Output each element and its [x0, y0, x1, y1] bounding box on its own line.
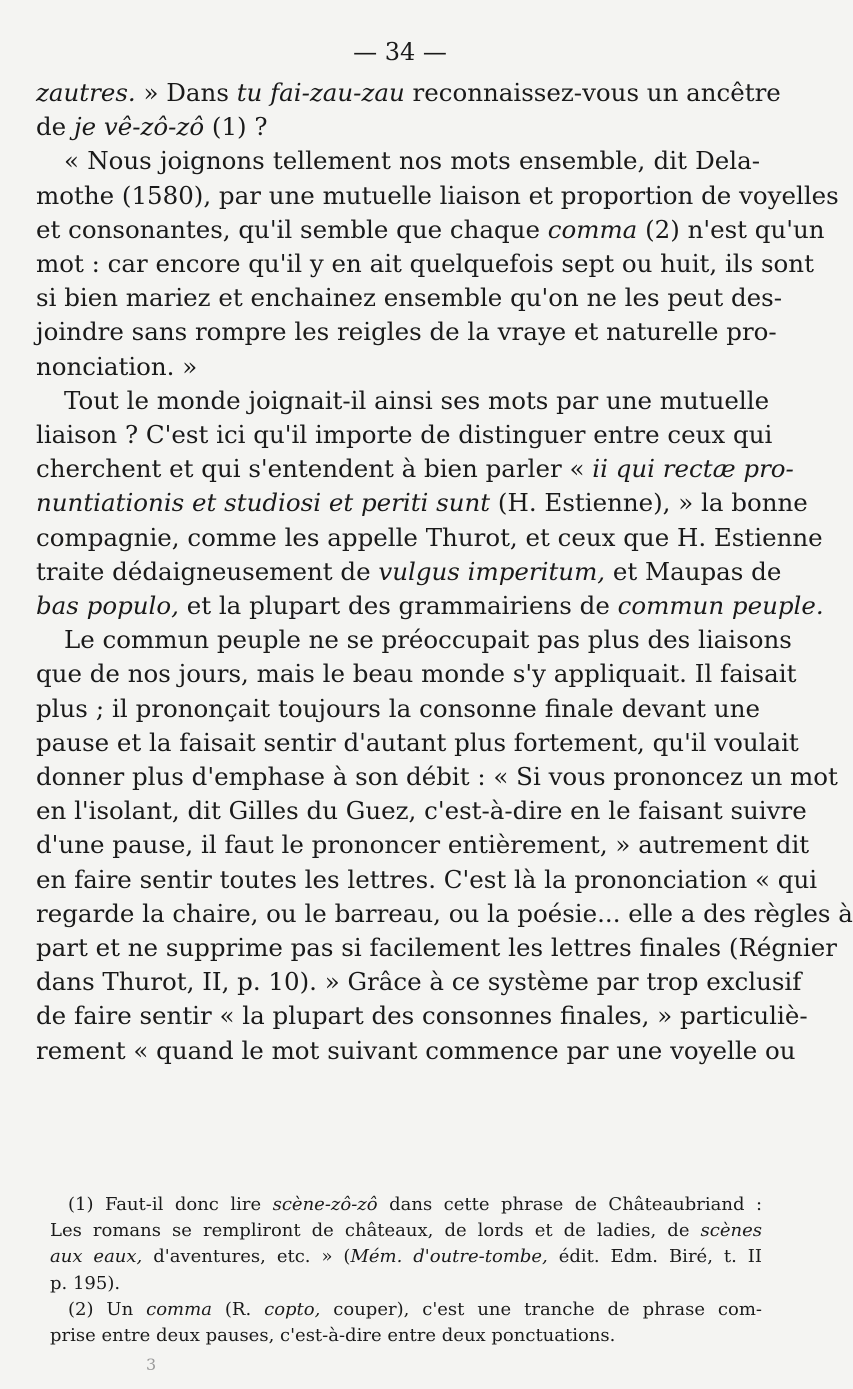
text-run: rement « quand le mot suivant commence par une voyelle ou	[36, 1035, 796, 1065]
text-line	[36, 76, 781, 110]
text-line	[36, 179, 839, 213]
text-run: dans cette phrase de Châteaubriand :	[377, 1194, 763, 1215]
text-run: de faire sentir « la plupart des consonnes finales, » particuliè-	[36, 1001, 808, 1031]
text-run: » Dans	[135, 78, 237, 107]
text-line	[36, 281, 782, 315]
italic-text: bas populo,	[36, 591, 179, 621]
text-run: Les romans se rempliront de châteaux, de lords et de ladies, de	[50, 1220, 701, 1242]
text-run: part et ne supprime pas si facilement les lettres finales (Régnier	[36, 933, 837, 963]
text-line	[36, 863, 818, 897]
text-run: « Nous joignons tellement nos mots ensemble, dit Dela-	[64, 146, 760, 176]
text-run: si bien mariez et enchainez ensemble qu'on ne les peut des-	[36, 283, 782, 313]
text-run: dans Thurot, II, p. 10). » Grâce à ce système par trop exclusif	[36, 967, 802, 997]
text-run: que de nos jours, mais le beau monde s'y appliquait. Il faisait	[36, 659, 797, 689]
text-line	[36, 999, 808, 1033]
italic-text: scène-zô-zô	[272, 1194, 378, 1215]
text-run: Tout le monde joignait-il ainsi ses mots par une mutuelle	[64, 385, 770, 415]
italic-text: Mém. d'outre-tombe,	[350, 1246, 548, 1268]
italic-text: comma	[547, 214, 638, 244]
footnote-line	[50, 1297, 762, 1323]
page-number: — 34 —	[353, 38, 447, 66]
text-line	[36, 589, 824, 623]
text-run: reconnaissez-vous un ancêtre	[404, 78, 781, 107]
text-run: de	[36, 112, 74, 142]
text-run: (H. Estienne), » la bonne	[490, 488, 808, 518]
footnote-line	[50, 1218, 762, 1244]
footnote-line	[50, 1323, 762, 1349]
text-line	[36, 213, 825, 247]
text-run: Le commun peuple ne se préoccupait pas plus des liaisons	[64, 625, 792, 655]
text-run: compagnie, comme les appelle Thurot, et ceux que H. Estienne	[36, 522, 823, 552]
text-run: d'aventures, etc. » (	[142, 1246, 351, 1268]
italic-text: ii qui rectæ pro-	[592, 454, 794, 484]
text-run: (1) Faut-il donc lire	[68, 1194, 273, 1215]
text-run: en l'isolant, dit Gilles du Guez, c'est-à-dire en le faisant suivre	[36, 796, 807, 826]
italic-text: zautres.	[36, 78, 136, 107]
italic-text: tu fai-zau-zau	[236, 78, 405, 107]
italic-text: comma	[146, 1298, 212, 1320]
text-run: (2) n'est qu'un	[637, 214, 825, 244]
italic-text: commun peuple.	[617, 591, 824, 621]
text-run: et la plupart des grammairiens de	[178, 591, 618, 621]
text-line	[36, 384, 770, 418]
text-run: et consonantes, qu'il semble que chaque	[36, 214, 548, 244]
italic-text: copto,	[264, 1298, 321, 1320]
text-run: couper), c'est une tranche de phrase com-	[320, 1298, 762, 1320]
text-line	[36, 521, 823, 555]
text-run: d'une pause, il faut le prononcer entièrement, » autrement dit	[36, 830, 810, 860]
text-run: (1) ?	[204, 112, 268, 142]
text-line	[36, 452, 794, 486]
italic-text: je vê-zô-zô	[73, 112, 205, 142]
text-line	[36, 726, 799, 760]
text-line	[36, 760, 838, 794]
text-line	[36, 315, 777, 349]
italic-text: aux eaux,	[50, 1246, 143, 1268]
text-line	[36, 247, 814, 281]
text-line	[36, 897, 853, 931]
text-line	[36, 486, 808, 520]
main-text	[36, 76, 853, 1068]
text-run: liaison ? C'est ici qu'il importe de distinguer entre ceux qui	[36, 420, 773, 450]
text-line	[36, 931, 837, 965]
text-run: mot : car encore qu'il y en ait quelquefois sept ou huit, ils sont	[36, 249, 814, 279]
text-run: édit. Edm. Biré, t. II	[547, 1246, 762, 1268]
printer-signature-mark: 3	[146, 1355, 157, 1374]
text-run: cherchent et qui s'entendent à bien parler «	[36, 454, 593, 484]
text-line	[36, 692, 760, 726]
text-line	[36, 144, 760, 178]
text-run: donner plus d'emphase à son débit : « Si vous prononcez un mot	[36, 762, 838, 792]
text-line	[36, 965, 802, 999]
text-run: p. 195).	[50, 1272, 121, 1294]
footnote-line	[50, 1192, 762, 1218]
footnote-line	[50, 1244, 762, 1270]
text-line	[36, 623, 792, 657]
text-run: (R.	[211, 1298, 265, 1320]
text-run: plus ; il prononçait toujours la consonne finale devant une	[36, 693, 760, 723]
text-line	[36, 828, 810, 862]
text-run: mothe (1580), par une mutuelle liaison et proportion de voyelles	[36, 180, 839, 210]
footnote-line	[50, 1271, 762, 1297]
text-line	[36, 1034, 796, 1068]
text-run: pause et la faisait sentir d'autant plus fortement, qu'il voulait	[36, 727, 799, 757]
text-line	[36, 657, 797, 691]
text-run: joindre sans rompre les reigles de la vraye et naturelle pro-	[36, 317, 777, 347]
text-run: prise entre deux pauses, c'est-à-dire entre deux ponctuations.	[50, 1325, 616, 1347]
text-line	[36, 794, 807, 828]
text-line	[36, 555, 782, 589]
text-line	[36, 350, 760, 384]
text-run: regarde la chaire, ou le barreau, ou la poésie... elle a des règles à	[36, 898, 853, 928]
italic-text: vulgus imperitum,	[378, 556, 606, 586]
text-run: en faire sentir toutes les lettres. C'est là la prononciation « qui	[36, 864, 818, 894]
italic-text: nuntiationis et studiosi et periti sunt	[36, 488, 491, 518]
text-line	[36, 110, 760, 144]
text-run: nonciation. »	[36, 351, 198, 381]
italic-text: scènes	[700, 1220, 762, 1242]
text-run: (2) Un	[68, 1298, 147, 1320]
text-run: et Maupas de	[605, 556, 782, 586]
text-line	[36, 418, 773, 452]
text-run: traite dédaigneusement de	[36, 556, 379, 586]
footnotes	[50, 1192, 762, 1349]
